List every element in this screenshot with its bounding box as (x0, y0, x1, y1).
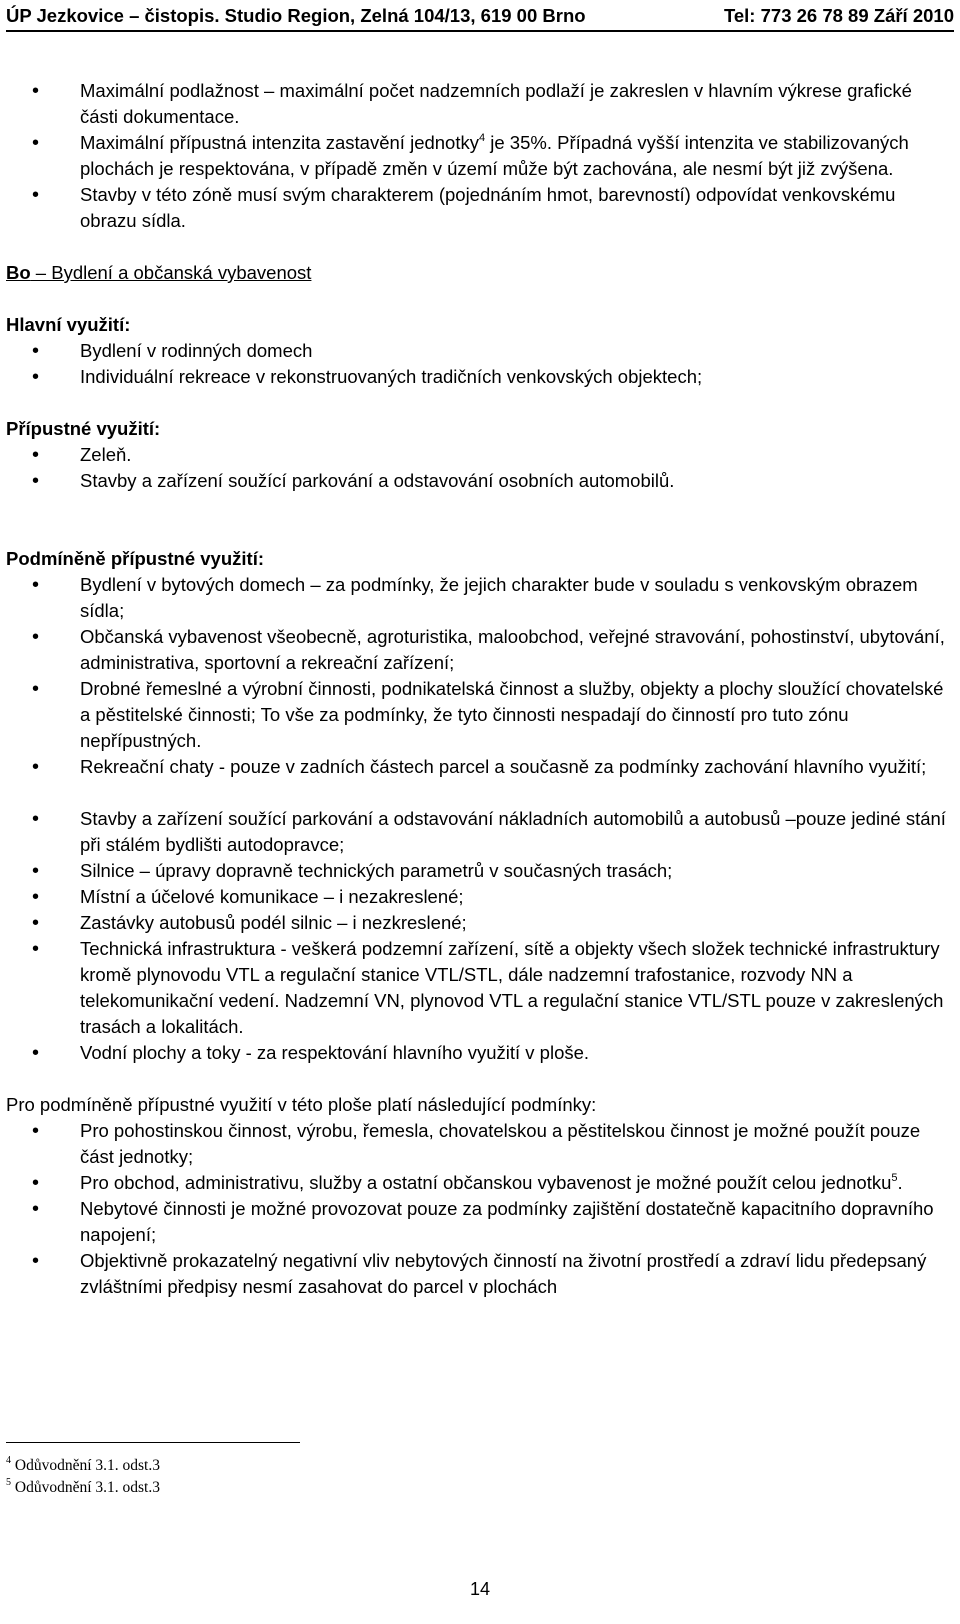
list-item: • Rekreační chaty - pouze v zadních částech parcel a současně za podmínky zachování hlavního využití; (6, 754, 954, 780)
zone-title: Bo – Bydlení a občanská vybavenost (6, 262, 312, 283)
list-item: • Maximální přípustná intenzita zastavění jednotky$^4$ je 35%. Případná vyšší intenzita ve stabilizovaných plochách je respektována, v případě změn v území může být zachována, ale nesmí být již zvýšena. (6, 130, 954, 182)
list-item: • Místní a účelové komunikace – i nezakreslené; (6, 884, 954, 910)
list-item: • Stavby a zařízení soužící parkování a odstavování osobních automobilů. (6, 468, 954, 494)
list-item: • Objektivně prokazatelný negativní vliv nebytových činností na životní prostředí a zdraví lidu předepsaný zvláštními předpisy nesmí zasahovat do parcel v plochách (6, 1248, 954, 1300)
zone-code: Bo (6, 262, 31, 283)
conditional-use-list-b (6, 806, 954, 1066)
conditions-list (6, 1118, 954, 1300)
conditional-use-list-a (6, 572, 954, 780)
list-item: • Stavby v této zóně musí svým charakterem (pojednáním hmot, barevností) odpovídat venkovskému obrazu sídla. (6, 182, 954, 234)
page-header (6, 2, 954, 32)
permitted-use-list (6, 442, 954, 494)
footnote: $^4$ Odůvodnění 3.1. odst.3 (6, 1454, 160, 1474)
page-number: 14 (469, 1579, 491, 1599)
list-item: • Pro pohostinskou činnost, výrobu, řemesla, chovatelskou a pěstitelskou činnost je možné použít pouze část jednotky; (6, 1118, 954, 1170)
list-item: • Bydlení v bytových domech – za podmínky, že jejich charakter bude v souladu s venkovským obrazem sídla; (6, 572, 954, 624)
permitted-use-heading: Přípustné využití: (6, 418, 161, 439)
list-item: • Drobné řemeslné a výrobní činnosti, podnikatelská činnost a služby, objekty a plochy sloužící chovatelské a pěstitelské činnosti; To vše za podmínky, že tyto činnosti nespadají do činností pro tuto zónu nepřípustných. (6, 676, 954, 754)
list-item: • Zastávky autobusů podél silnic – i nezkreslené; (6, 910, 954, 936)
list-item: • Bydlení v rodinných domech (6, 338, 954, 364)
intro-list (6, 78, 954, 234)
main-use-heading: Hlavní využití: (6, 314, 131, 335)
list-item: • Maximální podlažnost – maximální počet nadzemních podlaží je zakreslen v hlavním výkrese grafické části dokumentace. (6, 78, 954, 130)
list-item: • Vodní plochy a toky - za respektování hlavního využití v ploše. (6, 1040, 954, 1066)
list-item: • Silnice – úpravy dopravně technických parametrů v současných trasách; (6, 858, 954, 884)
list-item: • Pro obchod, administrativu, služby a ostatní občanskou vybavenost je možné použít celou jednotku$^5$. (6, 1170, 954, 1196)
footnote-ref: 5 (891, 1171, 898, 1184)
footnote-ref: 4 (479, 131, 486, 144)
footnote: $^5$ Odůvodnění 3.1. odst.3 (6, 1476, 160, 1496)
header-right: Tel: 773 26 78 89 Září 2010 (723, 5, 954, 26)
list-item: • Technická infrastruktura - veškerá podzemní zařízení, sítě a objekty všech složek technické infrastruktury kromě plynovodu VTL a regulační stanice VTL/STL, dále nadzemní trafostanice, rozvody NN a telekomunikační vedení. Nadzemní VN, plynovod VTL a regulační stanice VTL/STL pouze v zakreslených trasách a lokalitách. (6, 936, 954, 1040)
conditional-use-heading: Podmíněně přípustné využití: (6, 548, 264, 569)
list-item: • Zeleň. (6, 442, 954, 468)
document-body (6, 78, 954, 1300)
main-use-list (6, 338, 954, 390)
list-item: • Nebytové činnosti je možné provozovat pouze za podmínky zajištění dostatečně kapacitního dopravního napojení; (6, 1196, 954, 1248)
conditions-intro: Pro podmíněně přípustné využití v této ploše platí následující podmínky: (6, 1094, 597, 1115)
list-item: • Stavby a zařízení soužící parkování a odstavování nákladních automobilů a autobusů –pouze jediné stání při stálém bydlišti autodopravce; (6, 806, 954, 858)
footnote-separator (6, 1442, 300, 1443)
list-item: • Individuální rekreace v rekonstruovaných tradičních venkovských objektech; (6, 364, 954, 390)
footnotes (6, 1455, 160, 1499)
list-item: • Občanská vybavenost všeobecně, agroturistika, maloobchod, veřejné stravování, pohostinství, ubytování, administrativa, sportovní a rekreační zařízení; (6, 624, 954, 676)
header-left: ÚP Jezkovice – čistopis. Studio Region, Zelná 104/13, 619 00 Brno (6, 5, 586, 26)
